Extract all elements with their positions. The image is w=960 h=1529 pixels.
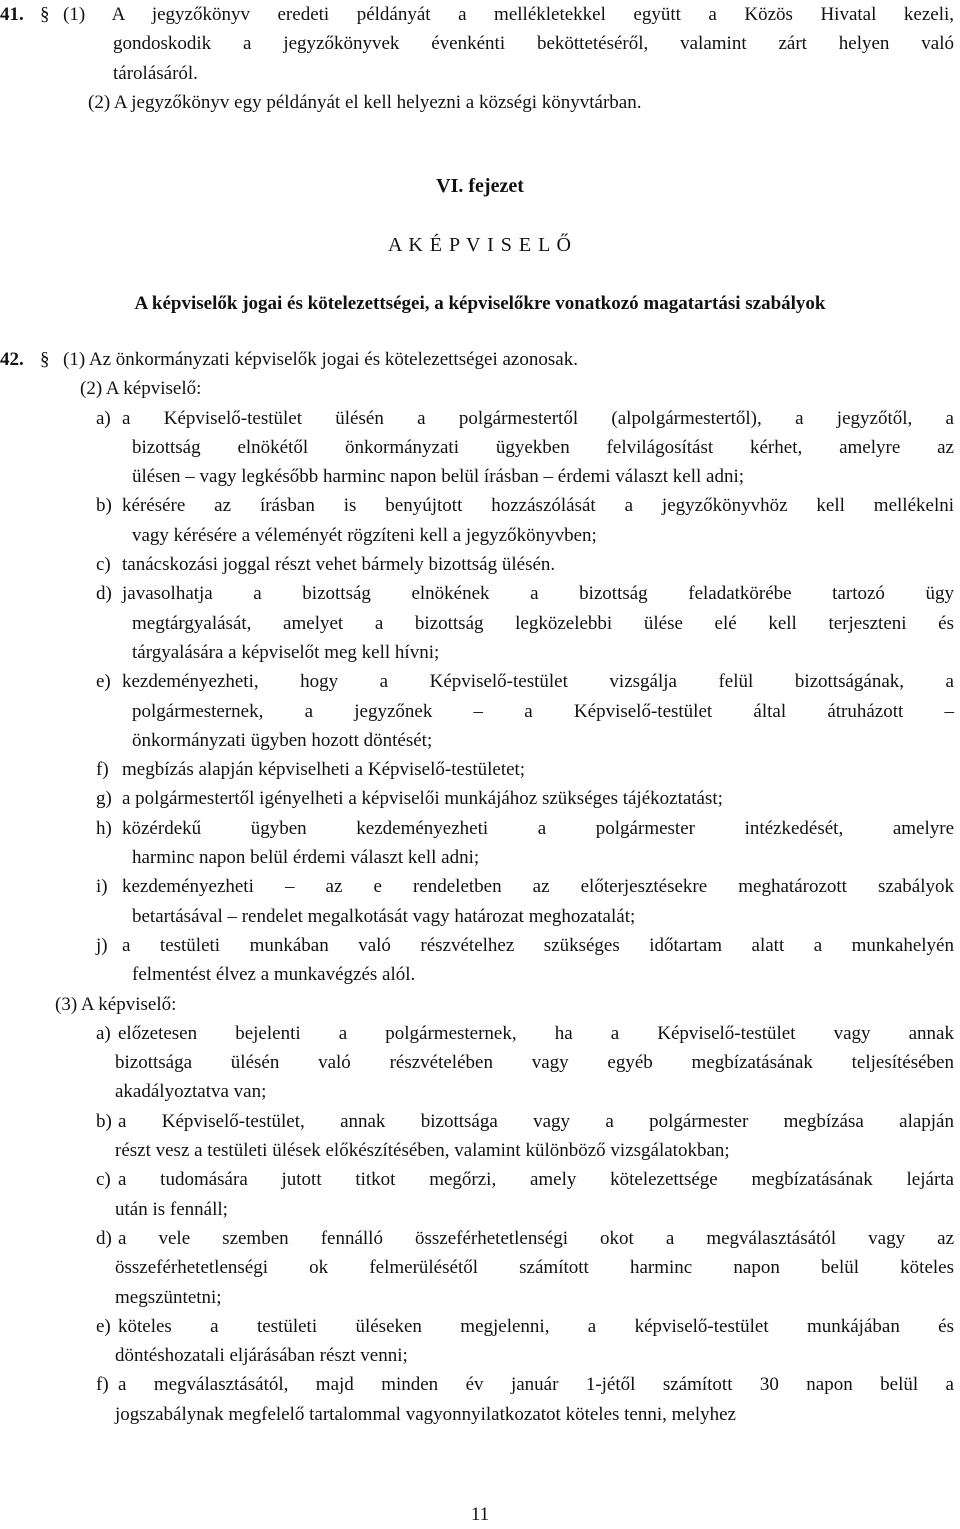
list-item-line: [0, 462, 960, 491]
article-number: 42.: [0, 349, 24, 370]
list-item-text: polgármesternek, a jegyzőnek – a Képviselő-testület által átruházott –: [132, 700, 954, 722]
list-item-label: c): [96, 1169, 111, 1191]
list-item-text: bizottság elnökétől önkormányzati ügyekben felvilágosítást kérhet, amelyre az: [132, 436, 954, 458]
list-item-text: után is fennáll;: [115, 1198, 228, 1220]
list-item-line: [0, 433, 960, 462]
list-item-line: [0, 1283, 960, 1312]
list-item-label: b): [96, 1110, 112, 1132]
paragraph-text: A jegyzőkönyv eredeti példányát a mellékletekkel együtt a Közös Hivatal kezeli,: [111, 4, 955, 25]
paragraph-text: (1) Az önkormányzati képviselők jogai és kötelezettségei azonosak.: [63, 349, 578, 370]
paragraph-text: tárolásáról.: [113, 62, 198, 84]
list-item-line: [0, 1312, 960, 1341]
list-item-line: [0, 1253, 960, 1282]
paragraph-label: (1): [63, 4, 86, 25]
list-item-line: [0, 755, 960, 784]
list-item-text: betartásával – rendelet megalkotását vagy határozat meghozatalát;: [132, 905, 636, 927]
list-item-text: a tudomására jutott titkot megőrzi, amely kötelezettsége megbízatásának lejárta: [118, 1169, 954, 1191]
list-item-line: [0, 404, 960, 433]
list-item-line: [0, 814, 960, 843]
list-item-line: [0, 902, 960, 931]
chapter-title: VI. fejezet: [436, 175, 524, 197]
chapter-subtitle: A K É P V I S E L Ő: [387, 234, 573, 256]
list-item-text: tanácskozási joggal részt vehet bármely bizottság ülésén.: [122, 554, 556, 576]
list-item-text: harminc napon belül érdemi választ kell adni;: [132, 847, 480, 869]
list-item-label: b): [96, 495, 112, 517]
list-item-label: d): [96, 583, 112, 605]
list-item-line: [0, 521, 960, 550]
list-item-text: vagy kérésére a véleményét rögzíteni kell a jegyzőkönyvben;: [132, 524, 597, 546]
list-item-line: [0, 1370, 960, 1399]
list-item-line: [0, 1400, 960, 1429]
list-item-text: összeférhetetlenségi ok felmerülésétől számított harminc napon belül köteles: [115, 1257, 954, 1279]
list-item-label: e): [96, 671, 111, 693]
list-item-line: [0, 638, 960, 667]
list-item-label: f): [96, 759, 109, 781]
list-item-text: a Képviselő-testület ülésén a polgármestertől (alpolgármestertől), a jegyzőtől, a: [122, 407, 954, 429]
list-item-label: g): [96, 788, 112, 810]
list-item-line: [0, 872, 960, 901]
list-item-text: megbízás alapján képviselheti a Képviselő-testületet;: [122, 759, 526, 781]
list-item-text: önkormányzati ügyben hozott döntését;: [132, 729, 433, 751]
list-item-text: javasolhatja a bizottság elnökének a bizottság feladatkörébe tartozó ügy: [122, 583, 954, 605]
list-item-line: [0, 1019, 960, 1048]
list-item-label: i): [96, 876, 108, 898]
list-item-line: [0, 1341, 960, 1370]
list-item-label: f): [96, 1374, 109, 1396]
list-item-line: [0, 960, 960, 989]
list-item-text: döntéshozatali eljárásában részt venni;: [115, 1345, 408, 1367]
list-item-text: a testületi munkában való részvételhez szükséges időtartam alatt a munkahelyén: [122, 934, 954, 956]
list-item-line: [0, 1077, 960, 1106]
list-item-line: [0, 1107, 960, 1136]
list-item-label: d): [96, 1227, 112, 1249]
article-41: [0, 0, 960, 117]
list-item-line: [0, 697, 960, 726]
list-item-line: [0, 843, 960, 872]
paragraph-text: gondoskodik a jegyzőkönyvek évenkénti beköttetéséről, valamint zárt helyen való: [113, 33, 954, 55]
list-item-line: [0, 784, 960, 813]
list-item-line: [0, 1195, 960, 1224]
list-item-text: felmentést élvez a munkavégzés alól.: [132, 964, 416, 986]
list-item-text: megtárgyalását, amelyet a bizottság legközelebbi ülése elé kell terjeszteni és: [132, 612, 954, 634]
list-item-line: [0, 1048, 960, 1077]
list-item-line: [0, 931, 960, 960]
list-item-text: a polgármestertől igényelheti a képviselői munkájához szükséges tájékoztatást;: [122, 788, 723, 810]
list-item-label: a): [96, 407, 111, 429]
article-42: [0, 345, 960, 1429]
list-item-text: kezdeményezheti – az e rendeletben az előterjesztésekre meghatározott szabályok: [122, 876, 954, 898]
article-number: 41.: [0, 4, 24, 25]
list-paragraph-2: [0, 404, 960, 990]
list-item-line: [0, 579, 960, 608]
list-item-text: részt vesz a testületi ülések előkészítésében, valamint különböző vizsgálatokban;: [115, 1140, 730, 1162]
list-item-line: [0, 1165, 960, 1194]
paragraph-intro: (2) A képviselő:: [80, 378, 202, 400]
list-item-line: [0, 491, 960, 520]
list-item-text: köteles a testületi üléseken megjelenni, a képviselő-testület munkájában és: [118, 1315, 954, 1337]
list-item-text: bizottsága ülésén való részvételében vagy egyéb megbízatásának teljesítésében: [115, 1052, 954, 1074]
list-item-line: [0, 550, 960, 579]
list-item-line: [0, 609, 960, 638]
list-item-label: e): [96, 1315, 111, 1337]
section-heading: A képviselők jogai és kötelezettségei, a képviselőkre vonatkozó magatartási szabályok: [134, 293, 826, 314]
list-item-text: ülésen – vagy legkésőbb harminc napon belül írásban – érdemi választ kell adni;: [132, 466, 745, 488]
list-item-label: c): [96, 554, 111, 576]
list-item-label: j): [96, 934, 108, 956]
list-item-text: a Képviselő-testület, annak bizottsága vagy a polgármester megbízása alapján: [118, 1110, 954, 1132]
list-item-text: kezdeményezheti, hogy a Képviselő-testület vizsgálja felül bizottságának, a: [122, 671, 954, 693]
list-item-text: akadályoztatva van;: [115, 1081, 267, 1103]
list-item-label: a): [96, 1022, 111, 1044]
section-sign: §: [40, 4, 50, 25]
list-item-text: előzetesen bejelenti a polgármesternek, ha a Képviselő-testület vagy annak: [118, 1022, 954, 1044]
list-item-line: [0, 1224, 960, 1253]
paragraph-text: (2) A jegyzőkönyv egy példányát el kell helyezni a községi könyvtárban.: [88, 91, 642, 113]
list-item-line: [0, 667, 960, 696]
list-item-line: [0, 1136, 960, 1165]
list-item-text: kérésére az írásban is benyújtott hozzászólását a jegyzőkönyvhöz kell mellékelni: [122, 495, 954, 517]
list-paragraph-3: [0, 1019, 960, 1429]
list-item-text: a vele szemben fennálló összeférhetetlenségi okot a megválasztásától vagy az: [118, 1227, 954, 1249]
paragraph-intro: (3) A képviselő:: [55, 993, 177, 1015]
list-item-text: tárgyalására a képviselőt meg kell hívni;: [132, 641, 440, 663]
page-number: 11: [470, 1504, 490, 1525]
list-item-text: a megválasztásától, majd minden év január 1-jétől számított 30 napon belül a: [118, 1374, 954, 1396]
list-item-text: közérdekű ügyben kezdeményezheti a polgármester intézkedését, amelyre: [122, 817, 954, 839]
list-item-text: megszüntetni;: [115, 1286, 222, 1308]
list-item-line: [0, 726, 960, 755]
list-item-text: jogszabálynak megfelelő tartalommal vagyonnyilatkozatot köteles tenni, melyhez: [115, 1403, 736, 1425]
section-sign: §: [40, 349, 50, 370]
list-item-label: h): [96, 817, 112, 839]
